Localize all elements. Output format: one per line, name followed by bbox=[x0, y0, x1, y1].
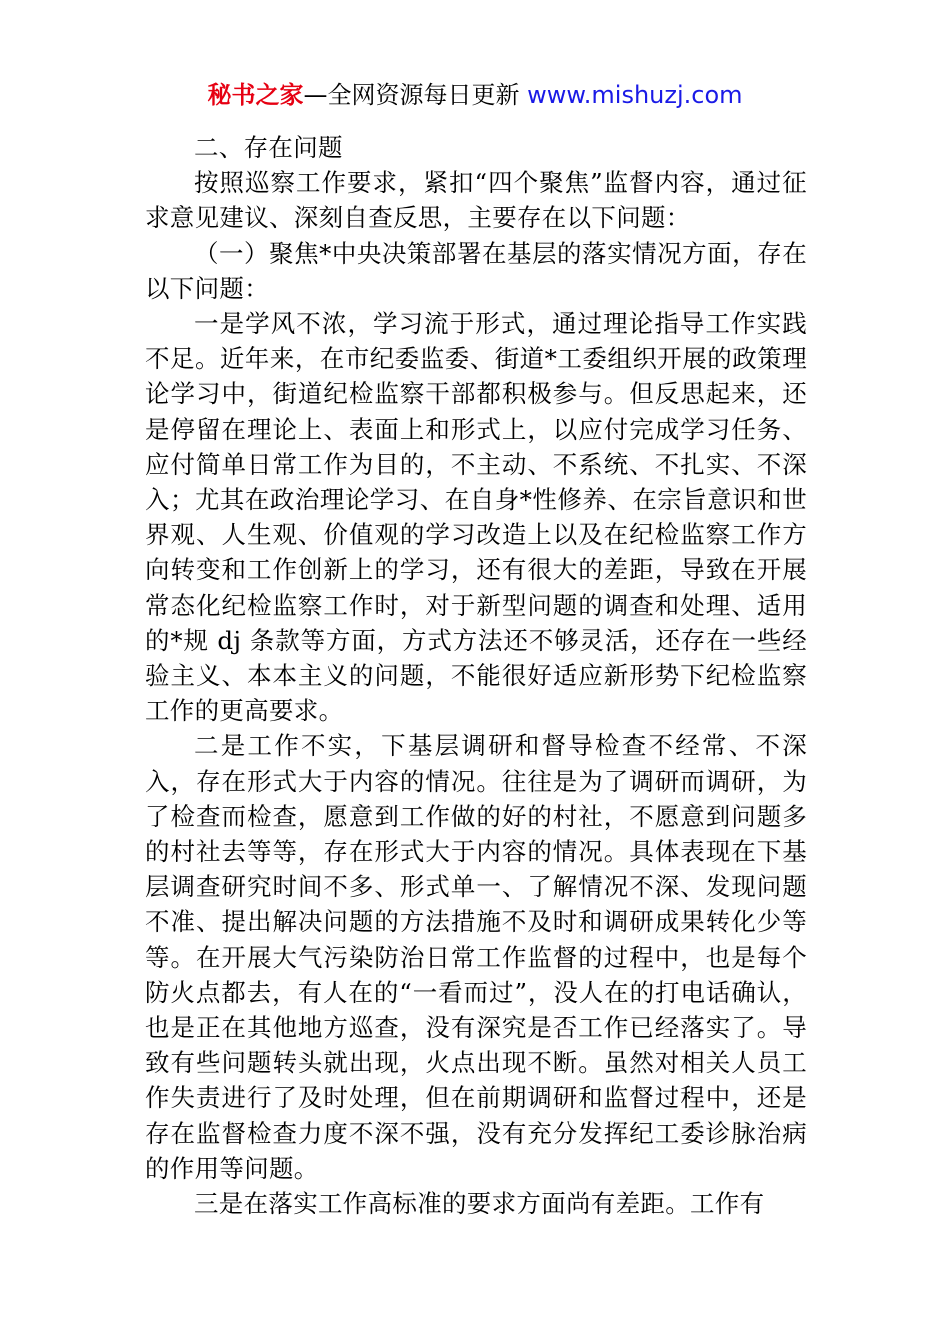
paragraph-issue-2: 二是工作不实，下基层调研和督导检查不经常、不深入，存在形式大于内容的情况。往往是为了调研而调研，为了检查而检查，愿意到工作做的好的村社，不愿意到问题多的村社去等等，存在形式大于内容的情况。具体表现在下基层调查研究时间不多、形式单一、了解情况不深、发现问题不准、提出解决问题的方法措施不及时和调研成果转化少等等。在开展大气污染防治日常工作监督的过程中，也是每个防火点都去，有人在的“一看而过”，没人在的打电话确认，也是正在其他地方巡查，没有深究是否工作已经落实了。导致有些问题转头就出现，火点出现不断。虽然对相关人员工作失责进行了及时处理，但在前期调研和监督过程中，还是存在监督检查力度不深不强，没有充分发挥纪工委诊脉治病的作用等问题。 bbox=[145, 731, 807, 1183]
site-url[interactable]: www.mishuzj.com bbox=[527, 81, 743, 109]
brand-name: 秘书之家 bbox=[207, 81, 304, 109]
paragraph-subheading-1: （一）聚焦*中央决策部署在基层的落实情况方面，存在以下问题： bbox=[145, 238, 807, 303]
paragraph-issue-1: 一是学风不浓，学习流于形式，通过理论指导工作实践不足。近年来，在市纪委监委、街道*工委组织开展的政策理论学习中，街道纪检监察干部都积极参与。但反思起来，还是停留在理论上、表面上和形式上，以应付完成学习任务、应付简单日常工作为目的，不主动、不系统、不扎实、不深入；尤其在政治理论学习、在自身*性修养、在宗旨意识和世界观、人生观、价值观的学习改造上以及在纪检监察工作方向转变和工作创新上的学习，还有很大的差距，导致在开展常态化纪检监察工作时，对于新型问题的调查和处理、适用的*规 dj 条款等方面，方式方法还不够灵活，还存在一些经验主义、本本主义的问题，不能很好适应新形势下纪检监察工作的更高要求。 bbox=[145, 309, 807, 726]
paragraph-issue-3: 三是在落实工作高标准的要求方面尚有差距。工作有 bbox=[194, 1189, 765, 1219]
document-body bbox=[145, 130, 807, 1221]
site-header bbox=[0, 78, 950, 112]
section-heading: 二、存在问题 bbox=[194, 133, 343, 162]
site-tagline: —全网资源每日更新 bbox=[303, 81, 528, 109]
paragraph-intro: 按照巡察工作要求，紧扣“四个聚焦”监督内容，通过征求意见建议、深刻自查反思，主要存在以下问题： bbox=[145, 168, 807, 233]
